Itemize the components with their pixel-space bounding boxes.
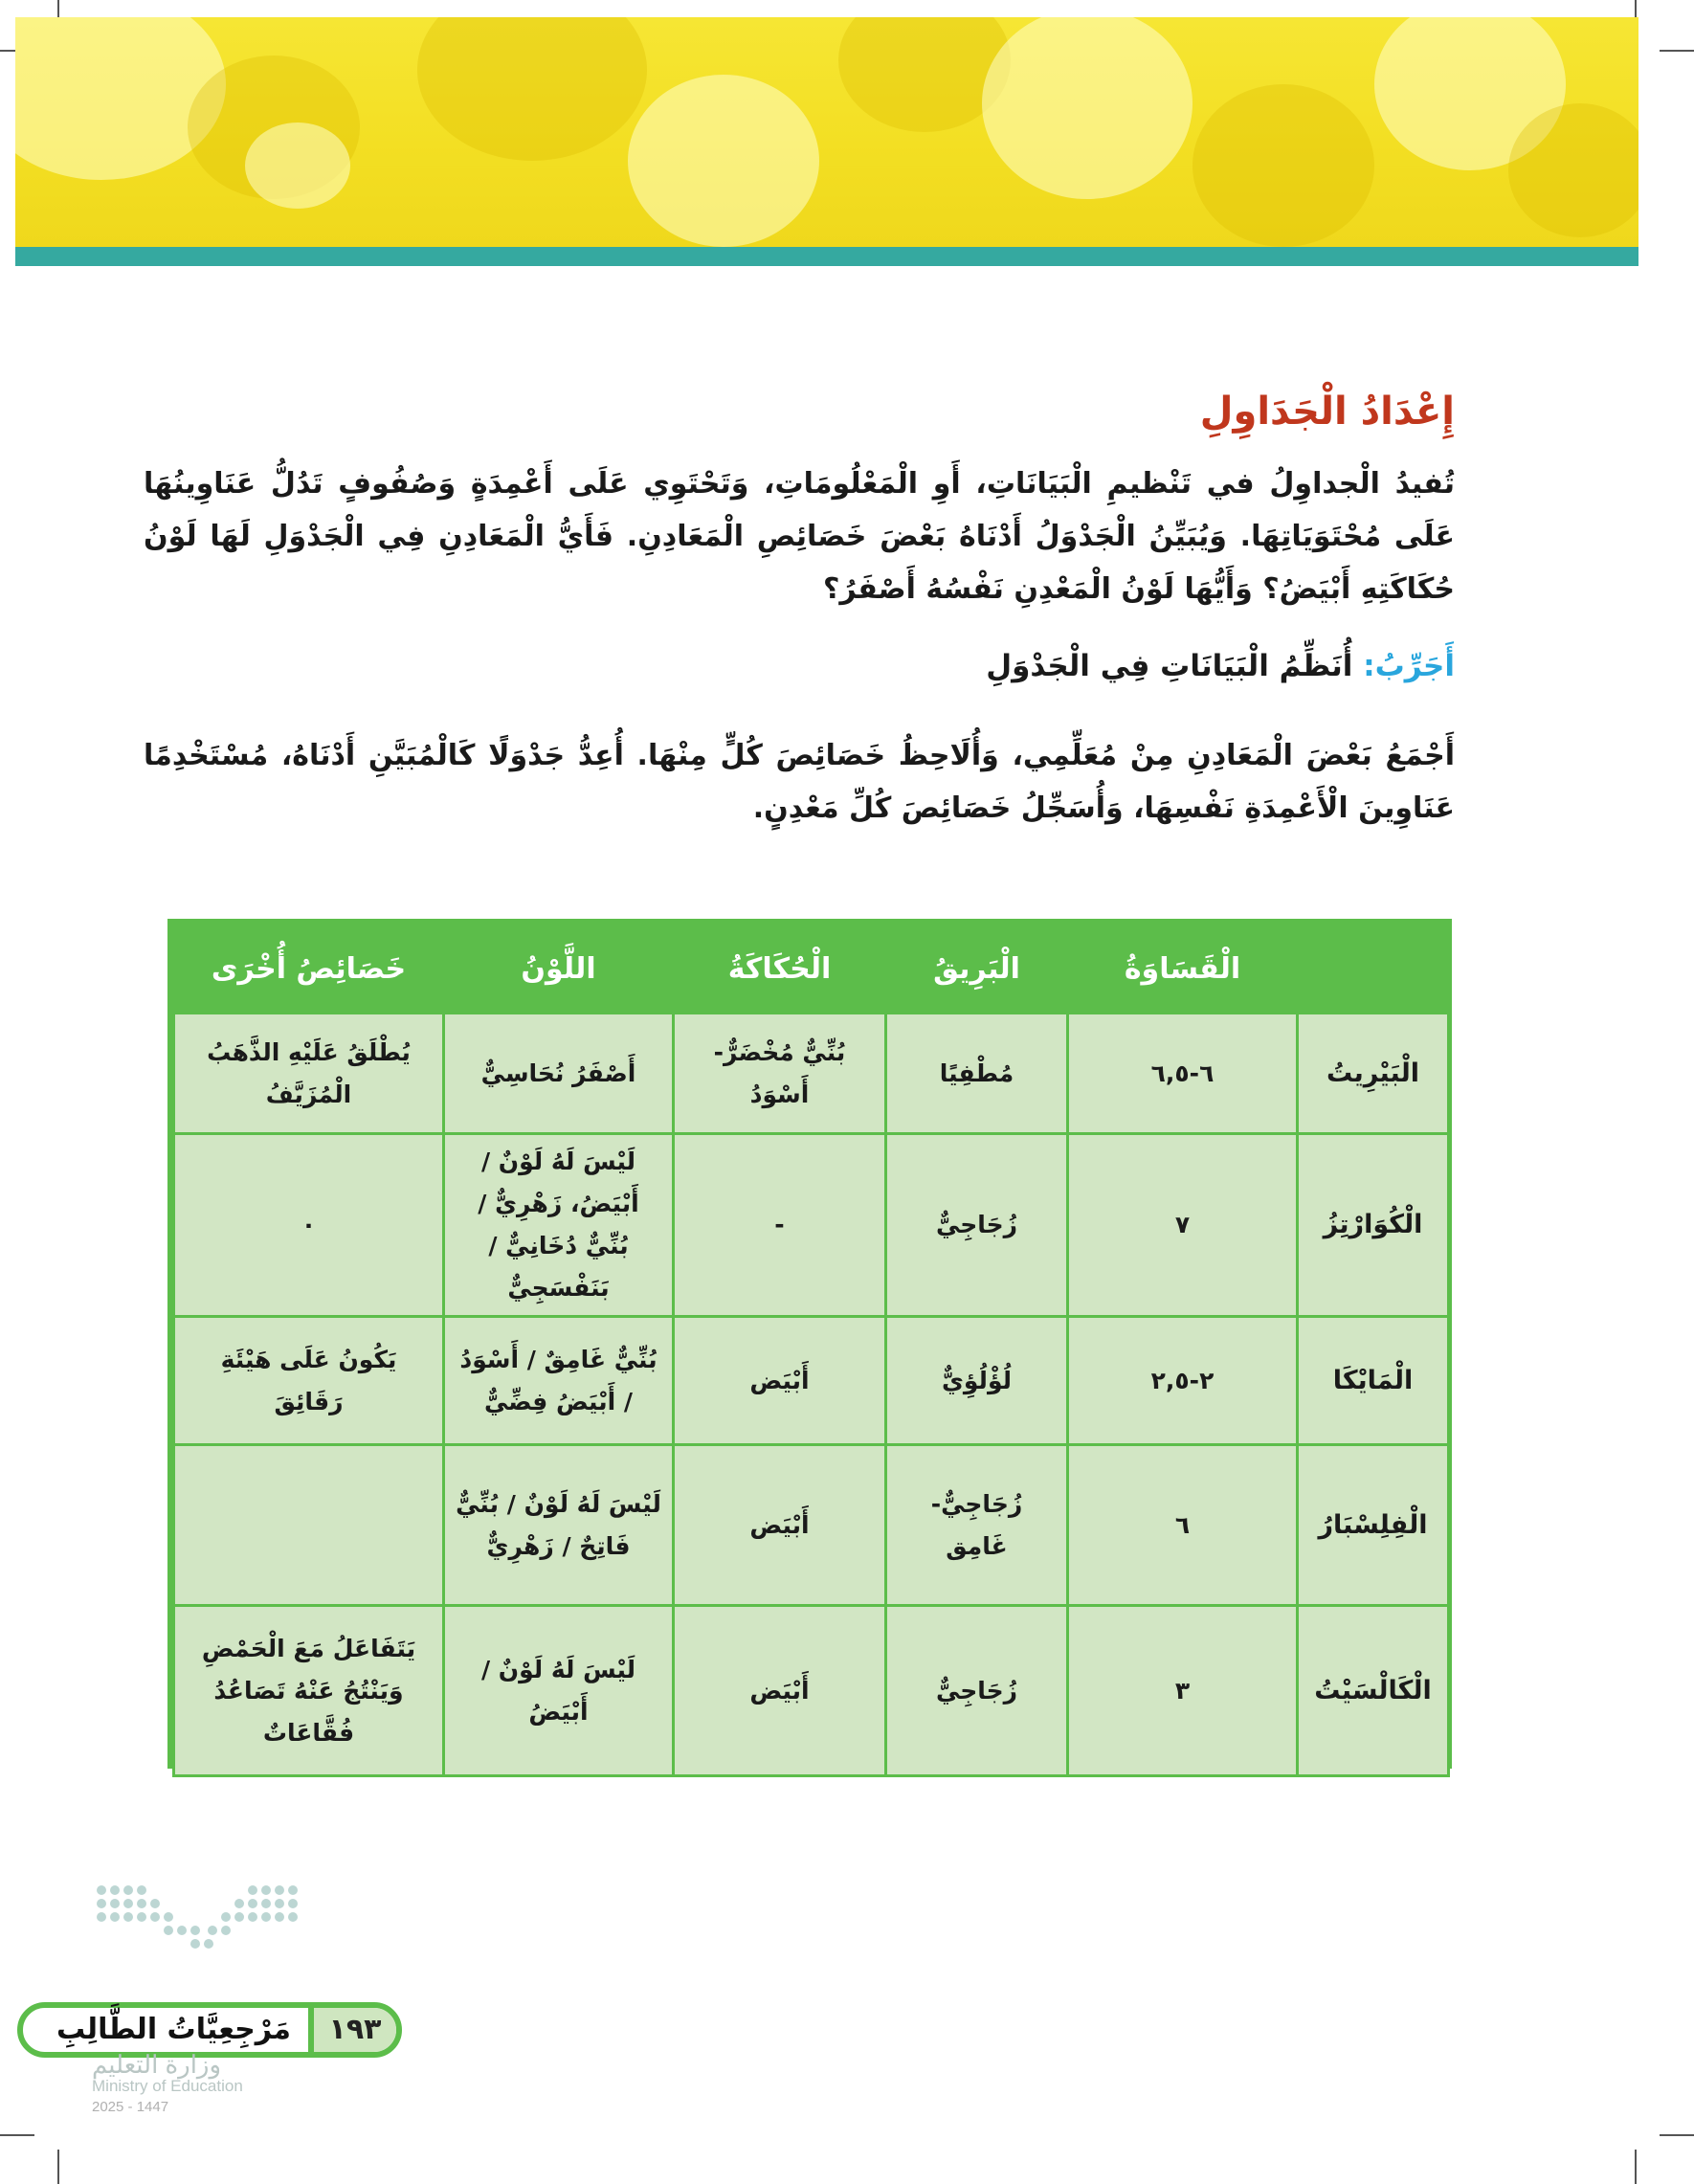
other-properties-cell: يَتَفَاعَلُ مَعَ الْحَمْضِ وَيَنْتُجُ عَنْهُ تَصَاعُدُ فُقَّاعَاتٌ xyxy=(174,1606,444,1776)
page-number: ١٩٣ xyxy=(308,2008,396,2052)
banner-shape xyxy=(1192,84,1374,247)
crop-mark xyxy=(1660,2134,1694,2136)
mineral-name: الْفِلِسْبَارُ xyxy=(1298,1445,1449,1606)
ministry-name-english: Ministry of Education xyxy=(92,2077,243,2095)
luster-cell: زُجَاجِيٌّ- غَامِق xyxy=(886,1445,1068,1606)
luster-cell: مُطْفِيًا xyxy=(886,1014,1068,1134)
minerals-table xyxy=(167,919,1452,1769)
table-row xyxy=(174,1317,1449,1445)
luster-cell: زُجَاجِيٌّ xyxy=(886,1606,1068,1776)
crop-mark xyxy=(1660,50,1694,52)
book-section-label: مَرْجِعِيَّاتُ الطَّالِبِ xyxy=(56,2013,291,2046)
intro-paragraph: تُفيدُ الْجداوِلُ في تَنْظيمِ الْبَيَانَاتِ، أَوِ الْمَعْلُومَاتِ، وَتَحْتَوِي عَلَى أَعْمِدَةٍ وَصُفُوفٍ تَدُلُّ عَنَاوِينُهَا عَلَى مُحْتَوَيَاتِهَا. وَيُبَيِّنُ الْجَدْوَلُ أَدْنَاهُ بَعْضَ خَصَائِصِ الْمَعَادِنِ. فَأَيُّ الْمَعَادِنِ فِي الْجَدْوَلِ لَهَا لَوْنُ حُكَاكَتِهِ أَبْيَضُ؟ وَأَيُّهَا لَوْنُ الْمَعْدِنِ نَفْسُهُ أَصْفَرُ؟ xyxy=(144,467,1455,606)
column-header-hardness: الْقَسَاوَةُ xyxy=(1068,925,1298,1014)
crop-mark xyxy=(57,2150,59,2184)
other-properties-cell: يُطْلَقُ عَلَيْهِ الذَّهَبُ الْمُزَيَّفُ xyxy=(174,1014,444,1134)
streak-cell: أَبْيَض xyxy=(674,1445,886,1606)
banner-shape xyxy=(245,123,350,209)
streak-cell: - xyxy=(674,1134,886,1317)
color-cell: لَيْسَ لَهُ لَوْنٌ / أَبْيَضُ xyxy=(444,1606,674,1776)
minerals-table-grid xyxy=(172,924,1450,1777)
color-cell: لَيْسَ لَهُ لَوْنٌ / بُنِّيٌّ فَاتِحٌ / زَهْرِيٌّ xyxy=(444,1445,674,1606)
mineral-name: الْكُوَارْتِزُ xyxy=(1298,1134,1449,1317)
streak-cell: أَبْيَض xyxy=(674,1317,886,1445)
hardness-cell: ٢-٢,٥ xyxy=(1068,1317,1298,1445)
table-row xyxy=(174,1134,1449,1317)
edition-year: 2025 - 1447 xyxy=(92,2099,169,2115)
column-header-color: اللَّوْنُ xyxy=(444,925,674,1014)
color-cell: لَيْسَ لَهُ لَوْنٌ / أَبْيَضُ، زَهْرِيٌّ / بُنِّيٌّ دُخَانِيٌّ / بَنَفْسَجِيٌّ xyxy=(444,1134,674,1317)
table-row xyxy=(174,1445,1449,1606)
crop-mark xyxy=(0,2134,34,2136)
hardness-cell: ٧ xyxy=(1068,1134,1298,1317)
column-header-streak: الْحُكَاكَةُ xyxy=(674,925,886,1014)
luster-cell: زُجَاجِيٌّ xyxy=(886,1134,1068,1317)
hardness-cell: ٦-٦,٥ xyxy=(1068,1014,1298,1134)
try-activity-line xyxy=(144,640,1455,693)
hardness-cell: ٦ xyxy=(1068,1445,1298,1606)
try-label: أَجَرِّبُ: xyxy=(1363,649,1455,683)
banner-shape xyxy=(1508,103,1638,237)
other-properties-cell: ٠ xyxy=(174,1134,444,1317)
ministry-watermark xyxy=(92,2051,322,2120)
table-row xyxy=(174,1014,1449,1134)
column-header-other-properties: خَصَائِصُ أُخْرَى xyxy=(174,925,444,1014)
streak-cell: أَبْيَض xyxy=(674,1606,886,1776)
streak-cell: بُنِّيٌّ مُخْضَرٌّ- أَسْوَدُ xyxy=(674,1014,886,1134)
hardness-cell: ٣ xyxy=(1068,1606,1298,1776)
header-banner xyxy=(15,17,1638,247)
section-title: إِعْدَادُ الْجَدَاوِلِ xyxy=(1199,390,1455,434)
color-cell: أَصْفَرُ نُحَاسِيٌّ xyxy=(444,1014,674,1134)
column-header-luster: الْبَرِيقُ xyxy=(886,925,1068,1014)
table-row xyxy=(174,1606,1449,1776)
banner-shape xyxy=(417,17,647,161)
table-header-row xyxy=(174,925,1449,1014)
main-content xyxy=(144,383,1455,835)
crop-mark xyxy=(1635,2150,1637,2184)
other-properties-cell xyxy=(174,1445,444,1606)
ministry-logo-icon xyxy=(92,1881,302,1967)
column-header xyxy=(1298,925,1449,1014)
try-text: أُنَظِّمُ الْبَيَانَاتِ فِي الْجَدْوَلِ xyxy=(986,649,1353,683)
ministry-name-arabic: وزارة التعليم xyxy=(92,2050,222,2079)
mineral-name: الْمَايْكَا xyxy=(1298,1317,1449,1445)
header-strip xyxy=(15,247,1638,266)
banner-shape xyxy=(982,17,1192,199)
other-properties-cell: يَكُونُ عَلَى هَيْئَةِ رَقَائِقَ xyxy=(174,1317,444,1445)
luster-cell: لُؤْلُؤِيٌّ xyxy=(886,1317,1068,1445)
mineral-name: الْكَالْسَيْتُ xyxy=(1298,1606,1449,1776)
activity-paragraph: أَجْمَعُ بَعْضَ الْمَعَادِنِ مِنْ مُعَلِّمِي، وَأُلَاحِظُ خَصَائِصَ كُلٍّ مِنْهَا. أُعِدُّ جَدْوَلًا كَالْمُبَيَّنِ أَدْنَاهُ، مُسْتَخْدِمًا عَنَاوِينَ الْأَعْمِدَةِ نَفْسِهَا، وَأُسَجِّلُ خَصَائِصَ كُلِّ مَعْدِنٍ. xyxy=(144,739,1455,825)
banner-shape xyxy=(628,75,819,247)
mineral-name: الْبَيْرِيتُ xyxy=(1298,1014,1449,1134)
color-cell: بُنِّيٌّ غَامِقٌ / أَسْوَدُ / أَبْيَضُ فِضِّيٌّ xyxy=(444,1317,674,1445)
